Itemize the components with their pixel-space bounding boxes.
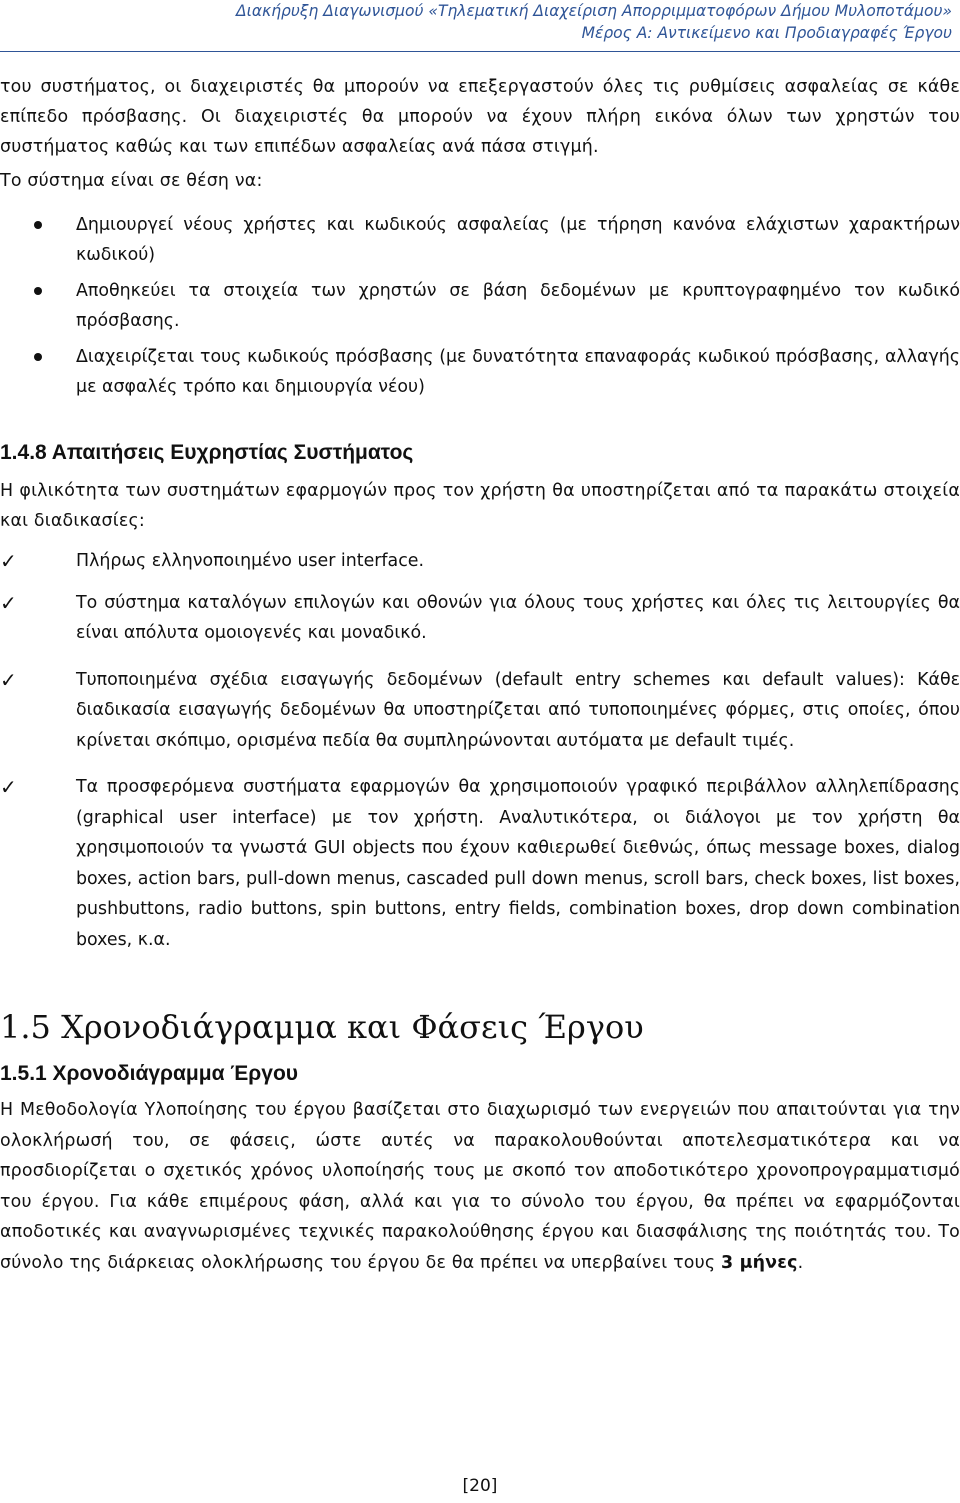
page-number: [20]	[462, 1476, 498, 1496]
intro-paragraph: του συστήματος, οι διαχειριστές θα μπορούν να επεξεργαστούν όλες τις ρυθμίσεις ασφαλείας σε κάθε επίπεδο πρόσβασης. Οι διαχειριστές θα μπορούν να έχουν πλήρη εικόνα όλων των χρηστών του συστήματος καθώς και των επιπέδων ασφαλείας ανά πάσα στιγμή.	[0, 77, 960, 157]
capabilities-list	[0, 210, 960, 402]
bullet-icon	[34, 353, 42, 361]
list-item-text: Αποθηκεύει τα στοιχεία των χρηστών σε βάση δεδομένων με κρυπτογραφημένο τον κωδικό πρόσβασης.	[76, 281, 960, 331]
schedule-paragraph	[0, 1095, 960, 1278]
list-item-text: Πλήρως ελληνοποιημένο user interface.	[76, 551, 424, 571]
page-content	[0, 64, 960, 1278]
list-item	[0, 588, 960, 649]
list-item-text: Τυποποιημένα σχέδια εισαγωγής δεδομένων (default entry schemes και default values): Κάθε διαδικασία εισαγωγής δεδομένων θα υποστηρίζεται από τυποποιημένες φόρμες, στις οποίες, όπου κρίνεται σκόπιμο, ορισμένα πεδία θα συμπληρώνονται αυτόματα με default τιμές.	[76, 669, 960, 751]
checkmark-icon: ✓	[0, 667, 17, 692]
bullet-icon	[34, 221, 42, 229]
header-divider	[0, 51, 960, 52]
list-item	[0, 546, 960, 577]
section-1-5-1-heading: 1.5.1 Χρονοδιάγραμμα Έργου	[0, 1062, 299, 1085]
schedule-paragraph-end: .	[797, 1252, 804, 1273]
list-item-text: Δημιουργεί νέους χρήστες και κωδικούς ασφαλείας (με τήρηση κανόνα ελάχιστων χαρακτήρων κωδικού)	[76, 215, 960, 265]
list-item	[0, 342, 960, 402]
list-item-text: Τα προσφερόμενα συστήματα εφαρμογών θα χρησιμοποιούν γραφικό περιβάλλον αλληλεπίδρασης (graphical user interface) με τον χρήστη. Αναλυτικότερα, οι διάλογοι με τον χρήστη θα χρησιμοποιούν τα γνωστά GUI objects που έχουν καθιερωθεί διεθνώς, όπως message boxes, dialog boxes, action bars, pull-down menus, cascaded pull down menus, scroll bars, check boxes, list boxes, pushbuttons, radio buttons, spin buttons, entry fields, combination boxes, drop down combination boxes, κ.α.	[76, 777, 960, 950]
list-item	[0, 772, 960, 955]
schedule-paragraph-text: Η Μεθοδολογία Υλοποίησης του έργου βασίζεται στο διαχωρισμό των ενεργειών που απαιτούνται για την ολοκλήρωσή του, σε φάσεις, ώστε αυτές να παρακολουθούνται αποτελεσματικότερα και να προσδιορίζεται ο σχετικός χρόνος υλοποίησής τους με σκοπό τον αποδοτικότερο χρονοπρογραμματισμό του έργου. Για κάθε επιμέρους φάση, αλλά και για το σύνολο του έργου, θα πρέπει να εφαρμόζονται αποδοτικές και αναγνωρισμένες τεχνικές παρακολούθησης έργου και διασφάλισης της ποιότητάς του. Το σύνολο της διάρκειας ολοκλήρωσης του έργου δε θα πρέπει να υπερβαίνει τους	[0, 1100, 960, 1273]
list-item-text: Το σύστημα καταλόγων επιλογών και οθονών για όλους τους χρήστες και όλες τις λειτουργίες θα είναι απόλυτα ομοιογενές και μοναδικό.	[76, 592, 960, 643]
header-part-title: Μέρος Α: Αντικείμενο και Προδιαγραφές Έργου	[581, 24, 952, 42]
list-item	[0, 276, 960, 336]
bullet-icon	[34, 287, 42, 295]
section-1-5-heading: 1.5 Χρονοδιάγραμμα και Φάσεις Έργου	[0, 1008, 644, 1046]
list-item-text: Διαχειρίζεται τους κωδικούς πρόσβασης (με δυνατότητα επαναφοράς κωδικού πρόσβασης, αλλαγής με ασφαλές τρόπο και δημιουργία νέου)	[76, 347, 960, 397]
section-1-4-8-heading: 1.4.8 Απαιτήσεις Ευχρηστίας Συστήματος	[0, 441, 414, 464]
list-item	[0, 665, 960, 757]
checkmark-icon: ✓	[0, 775, 17, 799]
usability-list	[0, 546, 960, 955]
system-capable-intro: Το σύστημα είναι σε θέση να:	[0, 171, 263, 191]
checkmark-icon: ✓	[0, 549, 17, 573]
usability-intro: Η φιλικότητα των συστημάτων εφαρμογών προς τον χρήστη θα υποστηρίζεται από τα παρακάτω στοιχεία και διαδικασίες:	[0, 481, 960, 531]
checkmark-icon: ✓	[0, 590, 17, 615]
header-document-title: Διακήρυξη Διαγωνισμού «Τηλεματική Διαχείριση Απορριμματοφόρων Δήμου Μυλοποτάμου»	[236, 2, 952, 20]
duration-value: 3 μήνες	[721, 1252, 798, 1273]
list-item	[0, 210, 960, 270]
